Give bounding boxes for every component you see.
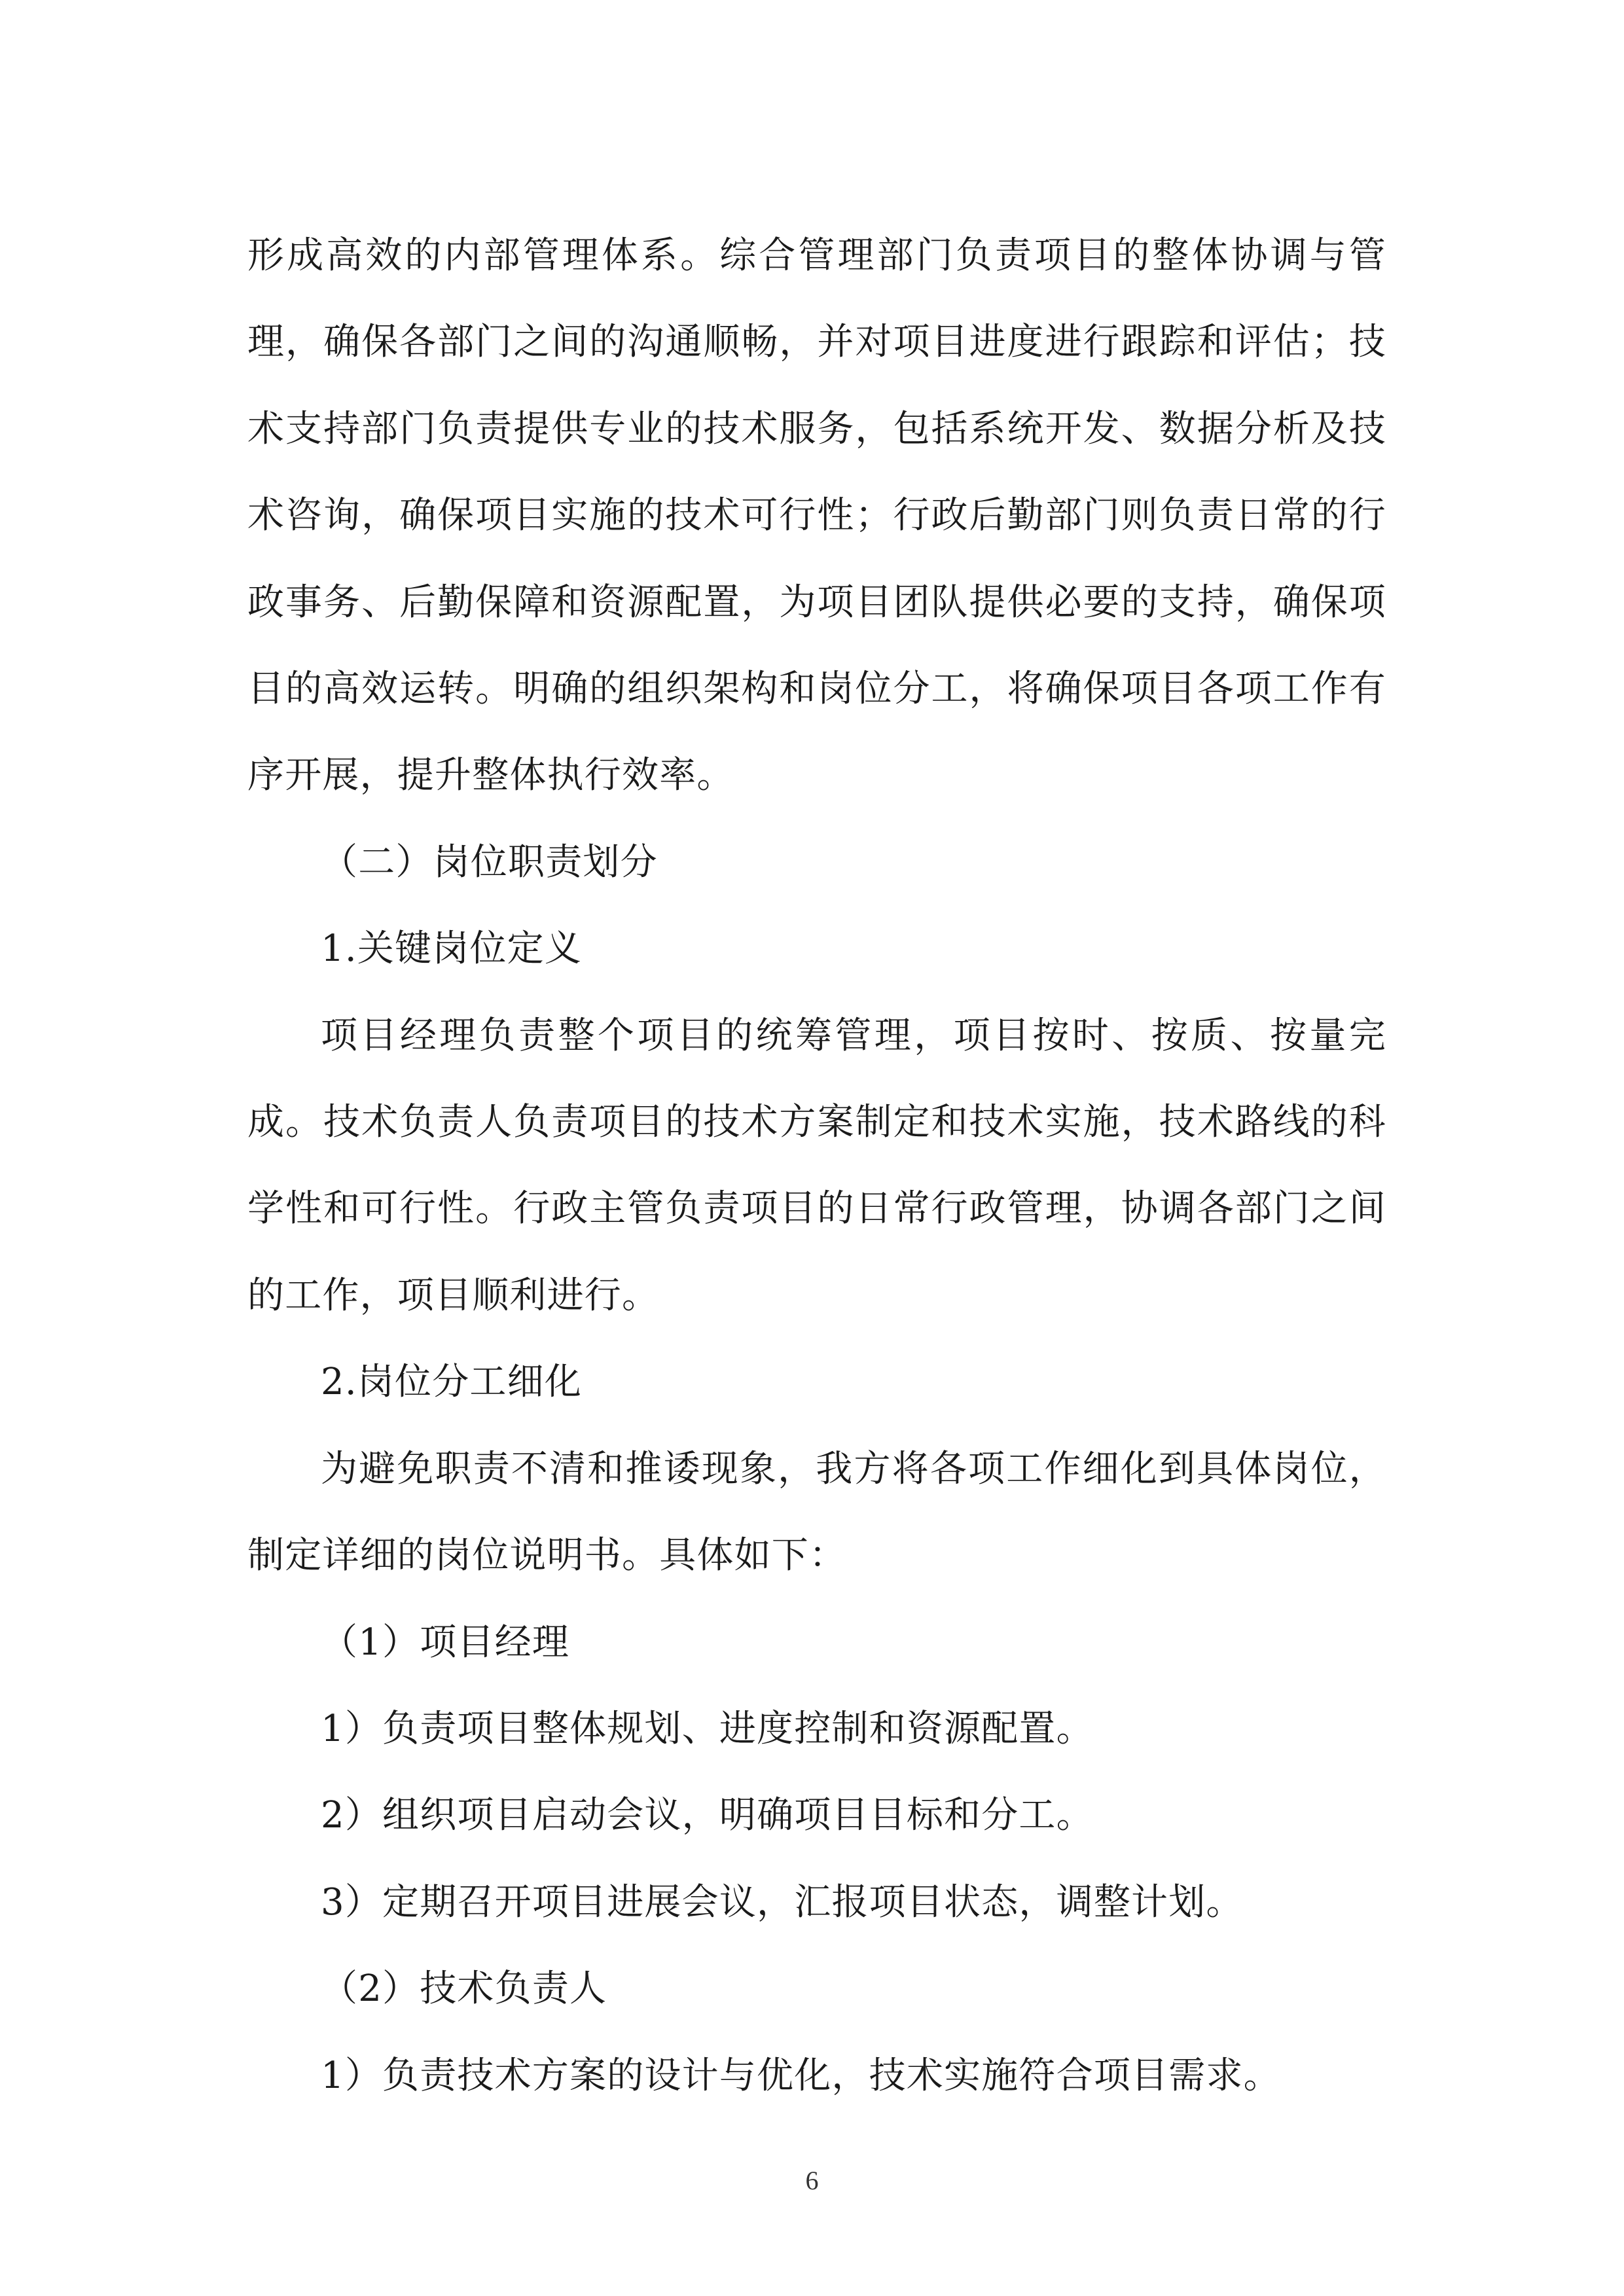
page-number: 6 <box>805 2166 819 2195</box>
subheading-key-positions: 1.关键岗位定义 <box>321 927 583 971</box>
list-item-pm-2: 2）组织项目启动会议，明确项目目标和分工。 <box>321 1794 1094 1837</box>
list-item-tl-1: 1）负责技术方案的设计与优化，技术实施符合项目需求。 <box>321 2054 1281 2097</box>
list-item-pm-3: 3）定期召开项目进展会议，汇报项目状态，调整计划。 <box>321 1880 1244 1924</box>
subheading-technical-lead: （2）技术负责人 <box>321 1967 607 2011</box>
paragraph-division-of-labor: 为避免职责不清和推诿现象，我方将各项工作细化到具体岗位，制定详细的岗位说明书。具体如下： <box>247 1447 1386 1577</box>
page-body <box>247 213 1386 2119</box>
paragraph-org-structure: 形成高效的内部管理体系。综合管理部门负责项目的整体协调与管理，确保各部门之间的沟通顺畅，并对项目进度进行跟踪和评估；技术支持部门负责提供专业的技术服务，包括系统开发、数据分析及技术咨询，确保项目实施的技术可行性；行政后勤部门则负责日常的行政事务、后勤保障和资源配置，为项目团队提供必要的支持，确保项目的高效运转。明确的组织架构和岗位分工，将确保项目各项工作有序开展，提升整体执行效率。 <box>247 234 1386 797</box>
subheading-division-of-labor: 2.岗位分工细化 <box>321 1361 583 1404</box>
list-item-pm-1: 1）负责项目整体规划、进度控制和资源配置。 <box>321 1707 1094 1750</box>
section-heading-job-duties: （二）岗位职责划分 <box>321 840 658 884</box>
paragraph-key-positions: 项目经理负责整个项目的统筹管理，项目按时、按质、按量完成。技术负责人负责项目的技术方案制定和技术实施，技术路线的科学性和可行性。行政主管负责项目的日常行政管理，协调各部门之间的工作，项目顺利进行。 <box>247 1014 1386 1317</box>
subheading-project-manager: （1）项目经理 <box>321 1621 570 1664</box>
